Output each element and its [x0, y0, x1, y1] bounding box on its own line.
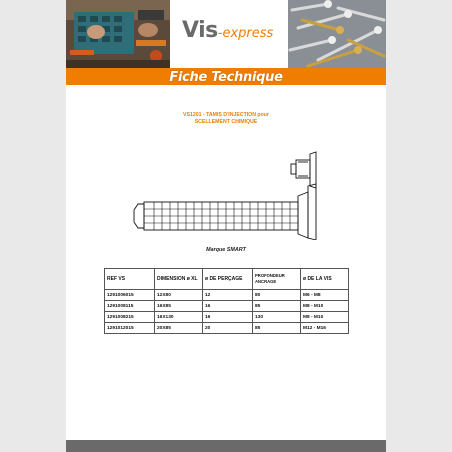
header-banner	[66, 0, 386, 68]
col-header-ref: REF VS	[105, 269, 155, 290]
cell-ref: 1291008115	[105, 301, 155, 312]
cell-dimension: 20X85	[155, 323, 203, 334]
footer-bar	[66, 440, 386, 452]
cell-screw: M6 - M8	[301, 290, 349, 301]
screws-pile-photo-icon	[288, 0, 386, 68]
document-page	[66, 0, 386, 452]
product-title	[126, 112, 326, 126]
cell-depth: 85	[253, 301, 301, 312]
cell-depth: 80	[253, 290, 301, 301]
product-title-line1: VS1201 - TAMIS D'INJECTION pour	[183, 112, 269, 118]
section-ribbon	[66, 68, 386, 85]
cell-drilling: 12	[203, 290, 253, 301]
cell-dimension: 16X130	[155, 312, 203, 323]
col-header-dimension: DIMENSION ø XL	[155, 269, 203, 290]
workbench-tools-photo-icon	[66, 0, 170, 68]
logo-suffix-text: -express	[217, 26, 274, 41]
table-row	[105, 301, 349, 312]
table-row	[105, 312, 349, 323]
logo-main-text: Vis	[182, 18, 218, 43]
drawing-caption: Marque SMART	[206, 247, 246, 253]
cell-screw: M12 - M16	[301, 323, 349, 334]
cell-ref: 1291008215	[105, 312, 155, 323]
table-row	[105, 290, 349, 301]
col-header-drilling: ø DE PERÇAGE	[203, 269, 253, 290]
section-title: Fiche Technique	[169, 70, 283, 85]
cell-ref: 1291006015	[105, 290, 155, 301]
cell-depth: 85	[253, 323, 301, 334]
cell-ref: 1291012015	[105, 323, 155, 334]
table-row	[105, 323, 349, 334]
cell-screw: M8 - M10	[301, 301, 349, 312]
cell-drilling: 16	[203, 312, 253, 323]
cell-screw: M8 - M10	[301, 312, 349, 323]
col-header-screw: ø DE LA VIS	[301, 269, 349, 290]
cell-drilling: 16	[203, 301, 253, 312]
product-title-line2: SCELLEMENT CHIMIQUE	[194, 119, 258, 125]
injection-sleeve-drawing-icon	[130, 148, 326, 240]
cell-drilling: 20	[203, 323, 253, 334]
vis-express-logo	[182, 18, 282, 50]
cell-dimension: 12X80	[155, 290, 203, 301]
spec-table	[104, 268, 349, 334]
table-header-row	[105, 269, 349, 290]
cell-dimension: 16X85	[155, 301, 203, 312]
col-header-depth: PROFONDEUR ANCRAGE	[253, 269, 301, 290]
cell-depth: 130	[253, 312, 301, 323]
